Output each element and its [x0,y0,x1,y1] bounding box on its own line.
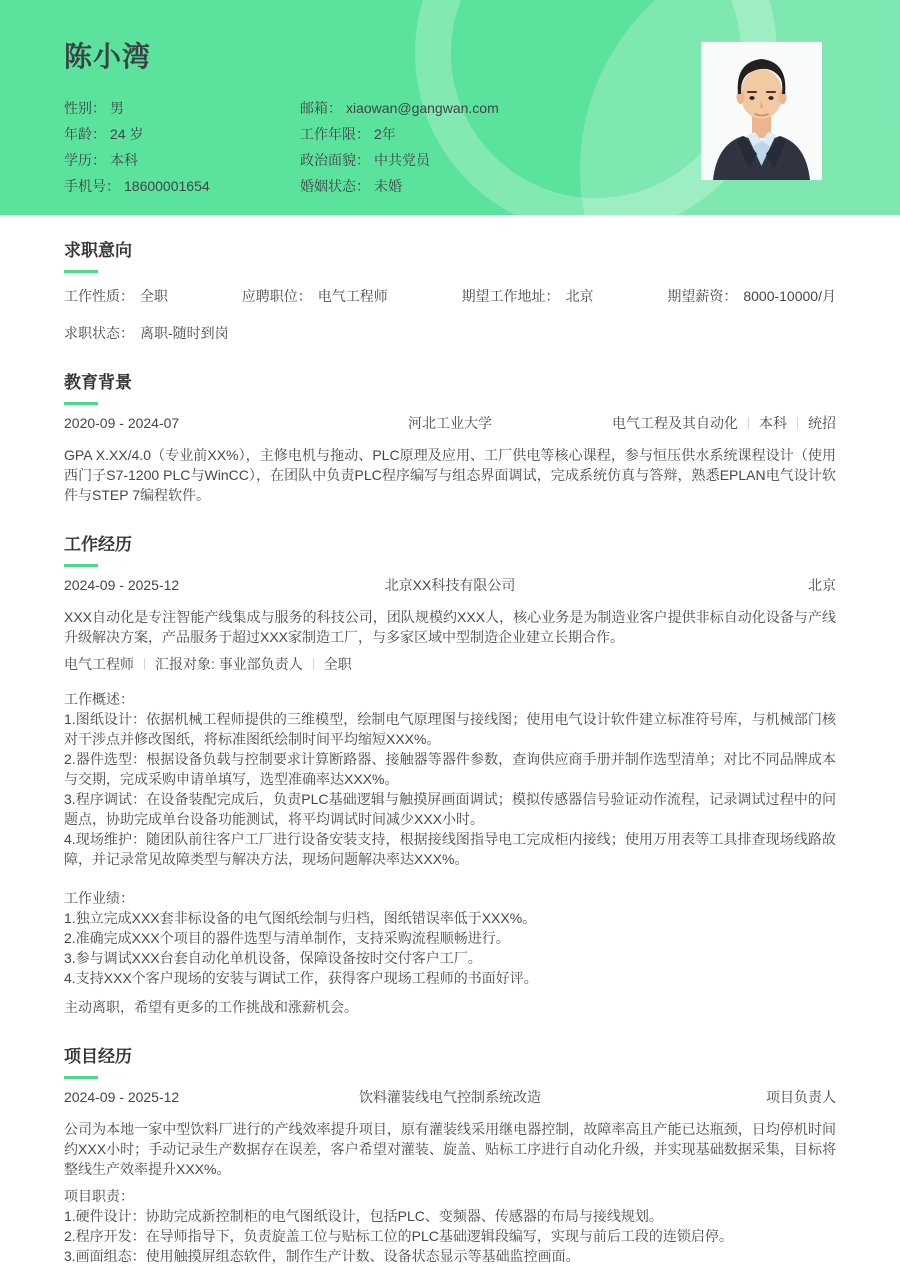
work-overview-item: 3.程序调试：在设备装配完成后，负责PLC基础逻辑与触摸屏画面调试；模拟传感器信号验证动作流程，记录调试过程中的问题点，协助完成单台设备功能测试，将平均调试时间减少XXX小时。 [64,791,836,827]
work-overview-item: 2.器件选型：根据设备负载与控制要求计算断路器、接触器等器件参数，查询供应商手册并制作选型清单；对比不同品牌成本与交期，完成采购申请单填写，选型准确率达XXX%。 [64,751,836,787]
project-duty-item: 2.程序开发：在导师指导下，负责旋盖工位与贴标工位的PLC基础逻辑段编写，实现与前后工段的连锁启停。 [64,1228,733,1244]
profile-field [64,121,300,147]
job-intent-field-label: 工作性质： [64,288,134,304]
resume-header [0,0,900,215]
work-company: 北京XX科技有限公司 [384,577,516,593]
profile-field-value: 中共党员 [374,152,430,168]
leave-reason: 主动离职，希望有更多的工作挑战和涨薪机会。 [64,999,358,1015]
work-overview-block [64,689,836,869]
education-meta-row [64,413,836,433]
job-intent-field-value: 8000-10000/月 [743,288,836,304]
profile-info-right-column [300,95,499,199]
work-job-type: 全职 [323,656,352,672]
profile-field [64,173,300,199]
work-meta-row [64,575,836,595]
resume-body [0,215,900,1266]
profile-field-value: 男 [110,100,124,116]
job-intent-field [667,286,836,306]
profile-field [64,95,300,121]
profile-field-value: xiaowan@gangwan.com [346,100,499,116]
profile-field [64,147,300,173]
profile-field-label: 邮箱： [300,100,342,116]
profile-field-label: 手机号： [64,178,120,194]
divider [748,417,749,429]
section-work-experience [64,535,836,1017]
divider [797,417,798,429]
job-intent-field [64,286,168,306]
job-intent-field-value: 北京 [565,288,594,304]
divider [144,658,145,670]
project-description: 公司为本地一家中型饮料厂进行的产线效率提升项目，原有灌装线采用继电器控制，故障率高且产能已达瓶颈，日均停机时间约XXX小时；手动记录生产数据存在误差，客户希望对灌装、旋盖、贴标工序进行自动化升级，并实现基础数据采集，目标将整线生产效率提升XXX%。 [64,1121,836,1177]
work-achievement-item: 1.独立完成XXX套非标设备的电气图纸绘制与归档，图纸错误率低于XXX%。 [64,910,537,926]
project-role: 项目负责人 [766,1089,836,1105]
job-intent-field-value: 电气工程师 [317,288,388,304]
job-intent-field-label: 期望薪资： [667,288,738,304]
section-title-underline [64,270,98,273]
profile-field-label: 政治面貌： [300,152,370,168]
profile-field-value: 2年 [374,126,396,142]
section-title-underline [64,564,98,567]
portrait-photo-illustration [701,42,822,180]
profile-info-left-column [64,95,300,199]
job-intent-field-value: 全职 [140,288,168,304]
project-duty-title: 项目职责： [64,1188,134,1204]
project-meta-row [64,1087,836,1107]
profile-field-label: 工作年限： [300,126,370,142]
profile-field [300,121,499,147]
company-intro: XXX自动化是专注智能产线集成与服务的科技公司，团队规模约XXX人，核心业务是为制造业客户提供非标自动化设备与产线升级解决方案，产品服务于超过XXX家制造工厂，与多家区域中型制造企业建立长期合作。 [64,609,836,645]
section-title-underline [64,1076,98,1079]
project-duty-item: 1.硬件设计：协助完成新控制柜的电气图纸设计，包括PLC、变频器、传感器的布局与接线规划。 [64,1208,663,1224]
profile-field-value: 18600001654 [124,178,210,194]
project-name: 饮料灌装线电气控制系统改造 [359,1089,541,1105]
section-project-experience [64,1047,836,1266]
project-period: 2024-09 - 2025-12 [64,1089,180,1105]
work-overview-list [64,709,836,869]
profile-field-value: 本科 [110,152,138,168]
work-period: 2024-09 - 2025-12 [64,577,180,593]
profile-info [64,95,499,199]
job-intent-field-label: 应聘职位： [241,288,312,304]
education-degree-group [612,413,836,433]
education-period: 2020-09 - 2024-07 [64,415,180,431]
job-intent-row1 [64,286,836,306]
project-duty-list [64,1206,836,1266]
section-title: 工作经历 [64,535,132,554]
education-degree: 本科 [759,415,787,431]
project-duty-item: 3.画面组态：使用触摸屏组态软件，制作生产计数、设备状态显示等基础监控画面。 [64,1248,580,1264]
job-intent-field-value: 离职-随时到岗 [140,325,229,341]
job-intent-field-label: 求职状态： [64,325,134,341]
section-title: 教育背景 [64,373,132,392]
work-role-line [64,654,836,674]
profile-field-value: 24 岁 [110,126,144,142]
job-intent-field-label: 期望工作地址： [461,288,560,304]
work-achievement-item: 4.支持XXX个客户现场的安装与调试工作，获得客户现场工程师的书面好评。 [64,970,538,986]
work-overview-title: 工作概述： [64,691,134,707]
work-report-to: 汇报对象: 事业部负责人 [155,656,303,672]
education-school: 河北工业大学 [408,415,492,431]
job-intent-row2 [64,323,836,343]
candidate-name: 陈小湾 [64,41,152,72]
profile-field-label: 年龄： [64,126,106,142]
education-major: 电气工程及其自动化 [612,415,738,431]
work-achievement-block [64,888,836,988]
section-title-underline [64,402,98,405]
job-intent-field [462,286,594,306]
work-achievement-title: 工作业绩： [64,890,134,906]
work-achievement-list [64,908,836,988]
work-location: 北京 [808,577,836,593]
profile-field [300,95,499,121]
project-duty-block [64,1186,836,1266]
job-intent-field [242,286,388,306]
profile-field [300,147,499,173]
work-overview-item: 1.图纸设计：依据机械工程师提供的三维模型，绘制电气原理图与接线图；使用电气设计软件建立标准符号库，与机械部门核对干涉点并修改图纸，将标准图纸绘制时间平均缩短XXX%。 [64,711,836,747]
work-achievement-item: 2.准确完成XXX个项目的器件选型与清单制作，支持采购流程顺畅进行。 [64,930,510,946]
profile-field [300,173,499,199]
work-role: 电气工程师 [64,656,134,672]
work-achievement-item: 3.参与调试XXX台套自动化单机设备，保障设备按时交付客户工厂。 [64,950,482,966]
portrait-photo [701,42,822,180]
section-education [64,373,836,505]
profile-field-label: 婚姻状态： [300,178,370,194]
work-overview-item: 4.现场维护：随团队前往客户工厂进行设备安装支持，根据接线图指导电工完成柜内接线；使用万用表等工具排查现场线路故障，并记录常见故障类型与解决方法，现场问题解决率达XXX%。 [64,831,836,867]
profile-field-label: 性别： [64,100,106,116]
section-job-intent [64,241,836,343]
job-intent-field [64,323,229,343]
education-description: GPA X.XX/4.0（专业前XX%），主修电机与拖动、PLC原理及应用、工厂供电等核心课程，参与恒压供水系统课程设计（使用西门子S7-1200 PLC与WinCC），在团队中负责PLC程序编写与组态界面调试，完成系统仿真与答辩，熟悉EPLAN电气设计软件与STEP 7编程软件。 [64,447,836,503]
education-admission-type: 统招 [808,415,836,431]
profile-field-value: 未婚 [374,178,402,194]
profile-field-label: 学历： [64,152,106,168]
section-title: 求职意向 [64,241,132,260]
divider [313,658,314,670]
section-title: 项目经历 [64,1047,132,1066]
